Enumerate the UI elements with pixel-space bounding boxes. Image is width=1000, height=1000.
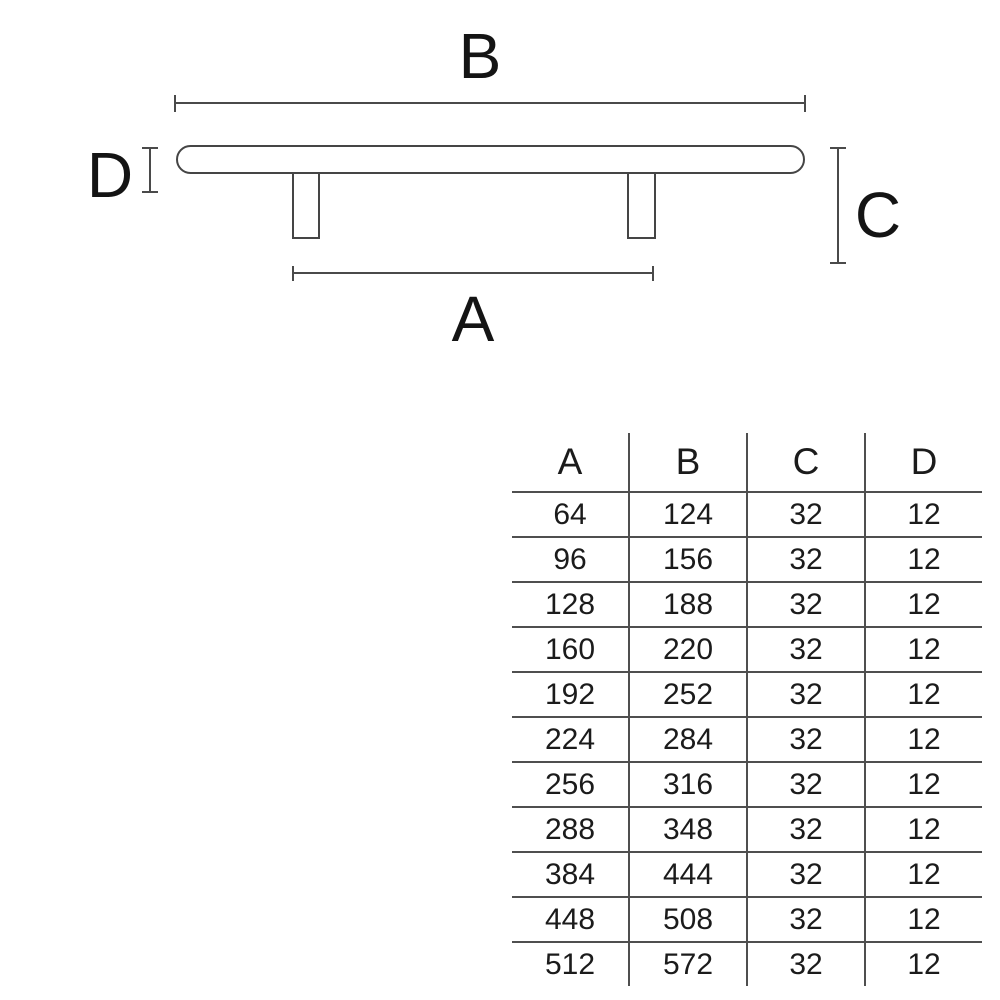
table-cell: 32 [747,852,865,897]
table-cell: 256 [512,762,629,807]
dim-line-d [142,148,158,192]
table-header-cell: C [747,433,865,492]
table-cell: 64 [512,492,629,537]
table-cell: 12 [865,942,982,986]
table-row [512,897,982,942]
table-cell: 12 [865,762,982,807]
table-cell: 12 [865,807,982,852]
table-cell: 32 [747,942,865,986]
table-row [512,807,982,852]
dim-label-a: A [451,283,495,355]
table-cell: 384 [512,852,629,897]
dim-label-c: C [854,179,902,251]
dim-label-b: B [458,20,502,92]
table-row [512,852,982,897]
table-cell: 252 [629,672,747,717]
dim-label-d: D [86,139,134,211]
table-cell: 96 [512,537,629,582]
table-cell: 12 [865,627,982,672]
table-row [512,537,982,582]
table-cell: 12 [865,897,982,942]
table-row [512,717,982,762]
dimensions-table-body [512,492,982,986]
table-header-cell: D [865,433,982,492]
table-cell: 160 [512,627,629,672]
table-cell: 12 [865,582,982,627]
table-cell: 32 [747,627,865,672]
table-header-cell: B [629,433,747,492]
table-cell: 224 [512,717,629,762]
table-cell: 512 [544,947,596,981]
table-cell: 572 [629,942,747,986]
table-cell: 220 [629,627,747,672]
table-cell: 448 [512,897,629,942]
table-cell: 32 [747,762,865,807]
dim-line-b [175,95,805,112]
table-cell: 316 [629,762,747,807]
table-cell: 444 [629,852,747,897]
handle-post-left [293,172,319,238]
table-cell: 32 [747,492,865,537]
table-cell: 12 [865,537,982,582]
table-cell: 348 [629,807,747,852]
table-row [512,762,982,807]
table-row [512,582,982,627]
table-cell: 124 [629,492,747,537]
handle-dimension-diagram [0,0,1000,400]
table-cell: 12 [865,492,982,537]
dimensions-table-container [512,433,982,986]
table-cell: 288 [512,807,629,852]
handle-post-right [628,172,655,238]
table-row [512,942,982,986]
table-header-row [512,433,982,492]
table-cell: 508 [629,897,747,942]
table-cell: 32 [747,582,865,627]
table-cell: 32 [747,897,865,942]
table-header-cell: A [512,433,629,492]
table-cell: 192 [512,672,629,717]
table-row [512,672,982,717]
table-cell: 188 [629,582,747,627]
dim-line-a [293,266,653,281]
table-cell: 12 [865,672,982,717]
table-cell: 12 [865,717,982,762]
table-row [512,492,982,537]
table-cell: 32 [747,672,865,717]
table-cell: 32 [747,717,865,762]
table-cell: 32 [747,537,865,582]
table-cell: 128 [512,582,629,627]
table-cell: 12 [865,852,982,897]
handle-bar [177,146,804,173]
table-cell: 284 [629,717,747,762]
dim-line-c [830,148,846,263]
table-cell: 32 [747,807,865,852]
dimensions-table [512,433,982,986]
table-row [512,627,982,672]
table-cell: 156 [629,537,747,582]
